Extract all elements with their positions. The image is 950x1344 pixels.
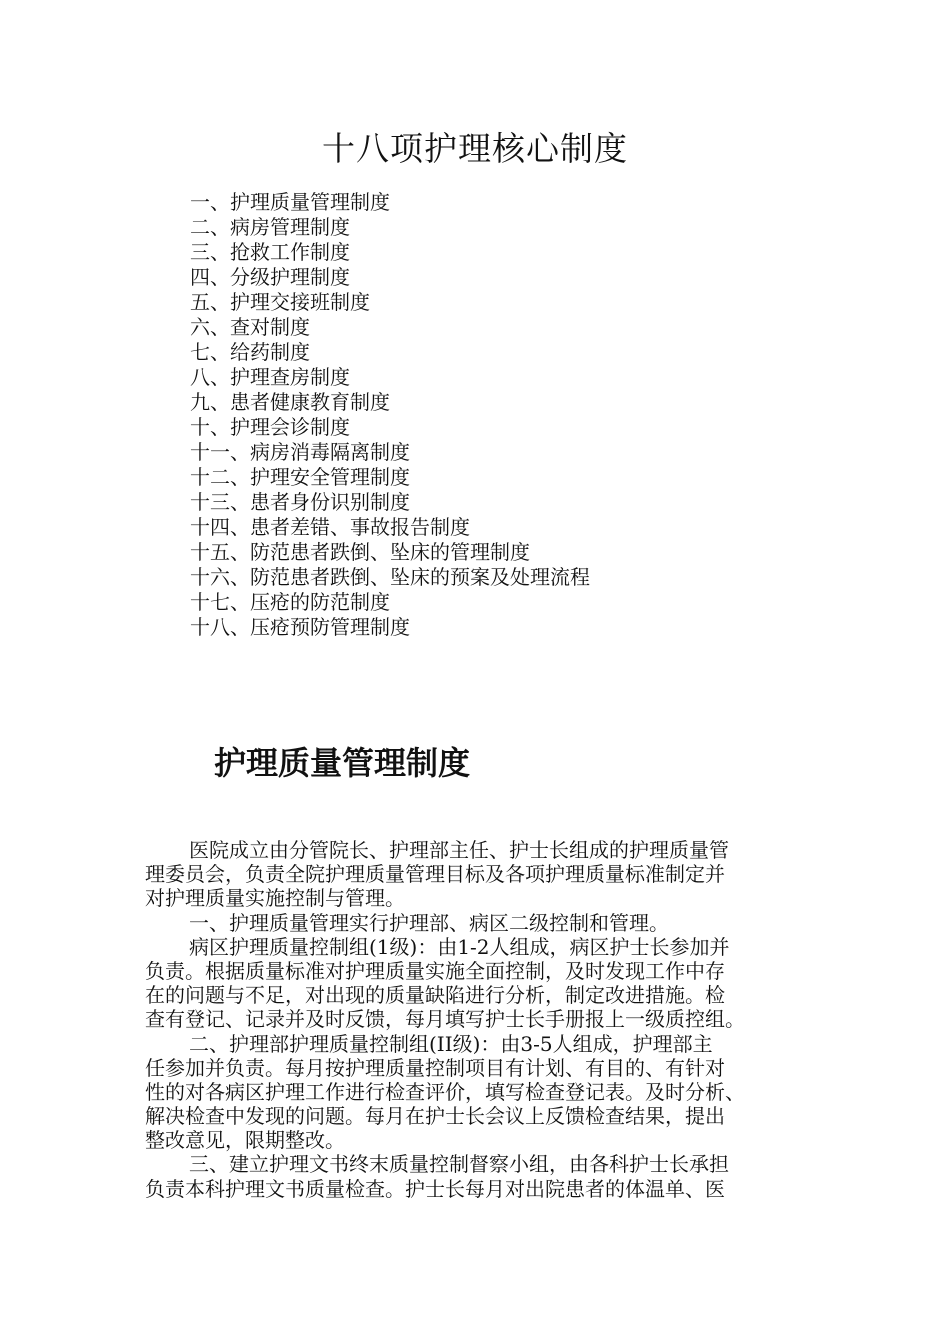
toc-item: 四、分级护理制度 bbox=[190, 265, 350, 289]
body-line: 负责。根据质量标准对护理质量实施全面控制，及时发现工作中存 bbox=[145, 958, 725, 983]
body-line: 三、建立护理文书终末质量控制督察小组，由各科护士长承担 bbox=[189, 1152, 729, 1177]
table-of-contents bbox=[190, 190, 590, 640]
body-line: 对护理质量实施控制与管理。 bbox=[145, 886, 405, 911]
body-line: 理委员会，负责全院护理质量管理目标及各项护理质量标准制定并 bbox=[145, 862, 725, 887]
section-title: 护理质量管理制度 bbox=[214, 744, 471, 782]
body-line: 医院成立由分管院长、护理部主任、护士长组成的护理质量管 bbox=[189, 838, 729, 862]
body-line: 查有登记、记录并及时反馈，每月填写护士长手册报上一级质控组。 bbox=[145, 1007, 745, 1032]
body-line: 一、护理质量管理实行护理部、病区二级控制和管理。 bbox=[189, 910, 669, 935]
toc-item: 十六、防范患者跌倒、坠床的预案及处理流程 bbox=[190, 565, 590, 589]
toc-item: 五、护理交接班制度 bbox=[190, 290, 370, 314]
toc-item: 十八、压疮预防管理制度 bbox=[190, 615, 410, 639]
body-line: 整改意见，限期整改。 bbox=[145, 1128, 345, 1153]
toc-item: 三、抢救工作制度 bbox=[190, 240, 350, 264]
toc-item: 十一、病房消毒隔离制度 bbox=[190, 440, 410, 464]
toc-item: 十七、压疮的防范制度 bbox=[190, 590, 390, 614]
toc-item: 九、患者健康教育制度 bbox=[190, 390, 390, 414]
section-body bbox=[145, 838, 813, 1201]
toc-item: 二、病房管理制度 bbox=[190, 215, 350, 239]
toc-item: 十三、患者身份识别制度 bbox=[190, 490, 410, 514]
body-line: 负责本科护理文书质量检查。护士长每月对出院患者的体温单、医 bbox=[145, 1176, 725, 1201]
toc-item: 十四、患者差错、事故报告制度 bbox=[190, 515, 470, 539]
body-line: 二、护理部护理质量控制组(II级)：由3-5人组成，护理部主 bbox=[189, 1031, 713, 1056]
body-line: 解决检查中发现的问题。每月在护士长会议上反馈检查结果，提出 bbox=[145, 1104, 725, 1129]
toc-item: 十二、护理安全管理制度 bbox=[190, 465, 410, 489]
toc-item: 一、护理质量管理制度 bbox=[190, 190, 390, 214]
body-line: 性的对各病区护理工作进行检查评价，填写检查登记表。及时分析、 bbox=[145, 1079, 745, 1104]
toc-item: 七、给药制度 bbox=[190, 340, 310, 364]
toc-item: 八、护理查房制度 bbox=[190, 365, 350, 389]
body-line: 病区护理质量控制组(1级)：由1-2人组成，病区护士长参加并 bbox=[189, 934, 730, 959]
main-title: 十八项护理核心制度 bbox=[322, 129, 628, 168]
toc-item: 六、查对制度 bbox=[190, 315, 310, 339]
body-line: 在的问题与不足，对出现的质量缺陷进行分析，制定改进措施。检 bbox=[145, 983, 725, 1008]
toc-item: 十五、防范患者跌倒、坠床的管理制度 bbox=[190, 540, 530, 564]
toc-item: 十、护理会诊制度 bbox=[190, 415, 350, 439]
body-line: 任参加并负责。每月按护理质量控制项目有计划、有目的、有针对 bbox=[145, 1055, 725, 1080]
